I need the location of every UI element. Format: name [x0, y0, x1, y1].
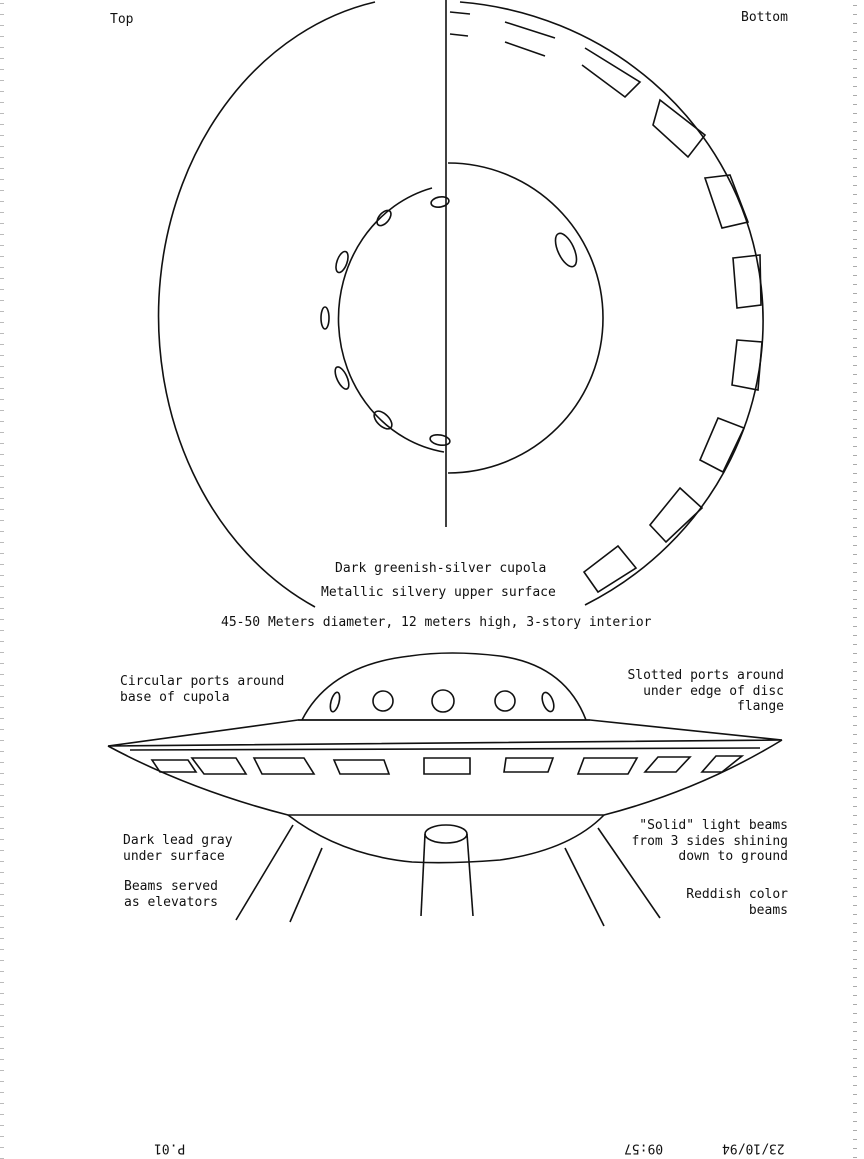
cupola-bottom-half: [448, 163, 603, 473]
rim-slotted-ports: [450, 12, 762, 592]
top-label: Top: [110, 12, 134, 27]
top-bottom-view: [159, 0, 764, 607]
fax-edge-noise-right: [853, 0, 857, 1159]
slotted-ports-line-1: Slotted ports around: [627, 668, 784, 683]
under-surface-line-1: Dark lead gray: [123, 833, 233, 848]
beam-color-label: [660, 887, 788, 918]
under-surface-line-2: under surface: [123, 848, 225, 864]
bottom-label: Bottom: [741, 10, 788, 25]
circular-ports-label: [120, 674, 284, 705]
slotted-ports-line-3: flange: [737, 699, 784, 714]
under-surface-label: [123, 833, 233, 864]
fax-time: 09:57: [624, 1140, 664, 1156]
cupola-color-label: Dark greenish-silver cupola: [335, 561, 547, 576]
fax-page-number: P.01: [154, 1140, 186, 1156]
elevators-label: [124, 879, 218, 910]
light-beams: [236, 825, 660, 926]
fax-date: 23/10/94: [722, 1140, 785, 1156]
elevators-line-1: Beams served: [124, 879, 218, 894]
beam-color-line-2: beams: [748, 902, 788, 918]
circular-ports-line-1: Circular ports around: [120, 674, 285, 689]
flange-slotted-ports: [152, 756, 742, 774]
cupola-top-half: [338, 188, 444, 452]
slotted-ports-label: [610, 668, 784, 715]
disc-flange: [108, 720, 782, 746]
circular-ports-line-2: base of cupola: [120, 689, 230, 705]
central-beam-emitter: [425, 825, 467, 843]
elevators-line-2: as elevators: [124, 894, 218, 910]
lower-dome: [288, 815, 604, 863]
light-beams-line-1: "Solid" light beams: [639, 818, 788, 833]
cupola-dome: [302, 653, 586, 720]
beam-color-line-1: Reddish color: [686, 887, 788, 902]
fax-edge-noise-left: [0, 0, 4, 1159]
disc-top-half-outline: [159, 2, 375, 607]
light-beams-label: [600, 818, 788, 865]
cupola-circular-ports-side: [329, 690, 557, 713]
disc-bottom-half-outline: [460, 2, 763, 605]
light-beams-line-2: from 3 sides shining: [631, 833, 788, 849]
dimensions-label: 45-50 Meters diameter, 12 meters high, 3-story interior: [221, 615, 652, 630]
light-beams-line-3: down to ground: [678, 849, 788, 864]
upper-surface-label: Metallic silvery upper surface: [321, 585, 556, 600]
flange-inner-edge: [130, 748, 760, 750]
slotted-ports-line-2: under edge of disc: [643, 683, 784, 699]
disc-underside: [108, 740, 782, 815]
cupola-circular-ports: [321, 196, 581, 447]
